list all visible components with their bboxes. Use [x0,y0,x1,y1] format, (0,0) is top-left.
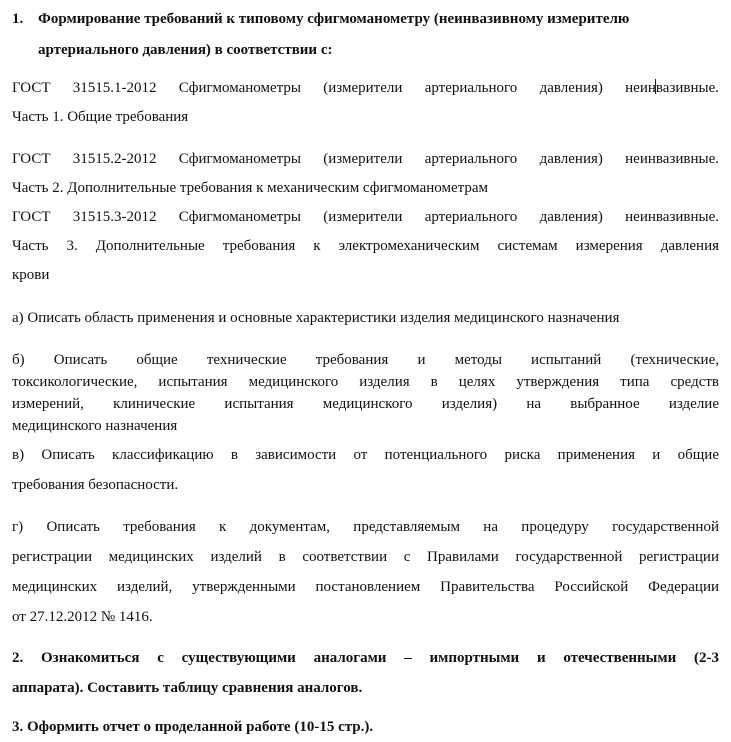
task-b-line1: б) Описать общие технические требования и методы испытаний (технические, [12,352,719,368]
standard-2-line1: ГОСТ 31515.2-2012 Сфигмоманометры (измерители артериального давления) неинвазивные. [12,151,719,167]
standard-1 [12,74,719,132]
section-1-heading [12,4,719,66]
task-b-line2: токсикологические, испытания медицинского изделия в целях утверждения типа средств [12,374,719,390]
standard-1-line1-a: ГОСТ 31515.1-2012 Сфигмоманометры (измерители артериального давления) неин [12,80,656,96]
standard-2-line2: Часть 2. Дополнительные требования к механическим сфигмоманометрам [12,180,489,196]
task-v-line1: в) Описать классификацию в зависимости от потенциального риска применения и общие [12,447,719,463]
task-v [12,440,719,500]
standard-1-line2: Часть 1. Общие требования [12,109,189,125]
task-g-line2: регистрации медицинских изделий в соответствии с Правилами государственной регистрации [12,549,719,565]
section-1-number: 1. [12,11,24,27]
section-2-line1: 2. Ознакомиться с существующими аналогами – импортными и отечественными (2-3 [12,650,719,666]
task-b-line4: медицинского назначения [12,418,178,434]
section-1-title-line2: артериального давления) в соответствии с: [38,42,333,58]
task-g-line4: от 27.12.2012 № 1416. [12,609,153,625]
standard-3-line1: ГОСТ 31515.3-2012 Сфигмоманометры (измерители артериального давления) неинвазивные. [12,209,719,225]
task-g [12,512,719,632]
task-b [12,349,719,437]
standard-3-line3: крови [12,267,50,283]
standard-3 [12,203,719,290]
task-v-line2: требования безопасности. [12,477,179,493]
standard-3-line2: Часть 3. Дополнительные требования к электромеханическим системам измерения давления [12,238,719,254]
section-2 [12,643,719,703]
section-1-title-line1: Формирование требований к типовому сфигмоманометру (неинвазивному измерителю [38,11,630,27]
standard-1-line1-b: вазивные. [655,80,719,96]
task-b-line3: измерений, клинические испытания медицинского изделия) на выбранное изделие [12,396,719,412]
section-3: 3. Оформить отчет о проделанной работе (10-15 стр.). [12,719,374,735]
task-g-line3: медицинских изделий, утвержденными постановлением Правительства Российской Федерации [12,579,719,595]
task-g-line1: г) Описать требования к документам, представляемым на процедуру государственной [12,519,719,535]
task-a: а) Описать область применения и основные характеристики изделия медицинского назначения [12,310,620,326]
standard-2 [12,145,719,203]
section-2-line2: аппарата). Составить таблицу сравнения аналогов. [12,680,363,696]
